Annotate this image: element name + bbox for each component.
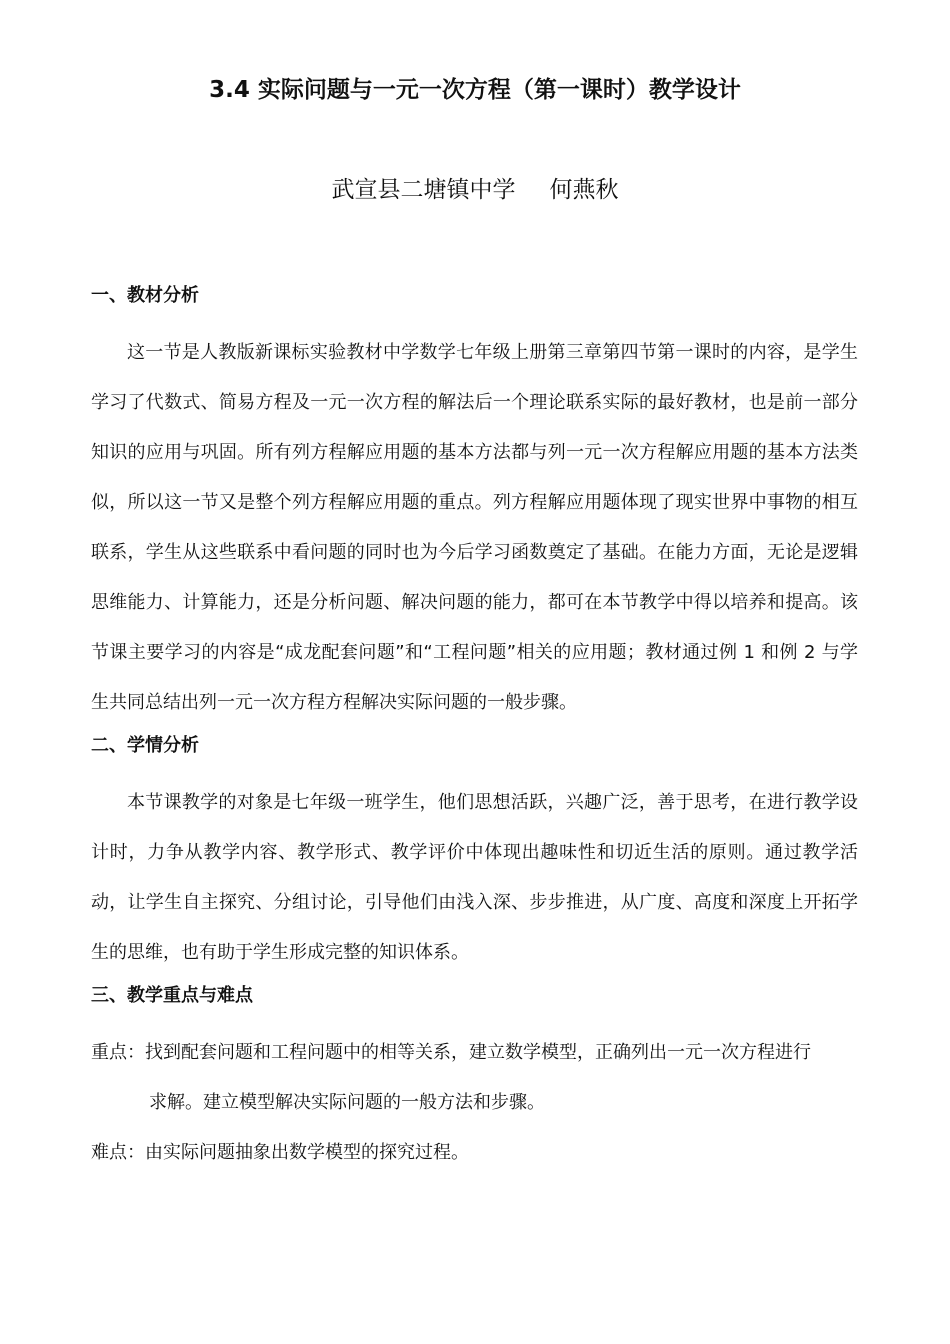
difficulty-text: 由实际问题抽象出数学模型的探究过程。	[145, 1142, 469, 1163]
document-title: 3.4 实际问题与一元一次方程（第一课时）教学设计	[209, 77, 741, 103]
key-point-text: 找到配套问题和工程问题中的相等关系，建立数学模型，正确列出一元一次方程进行	[145, 1042, 811, 1063]
author-line	[0, 172, 950, 208]
key-point-line	[91, 1028, 858, 1078]
key-point-continuation: 求解。建立模型解决实际问题的一般方法和步骤。	[149, 1092, 545, 1113]
section-body-textbook-analysis: 这一节是人教版新课标实验教材中学数学七年级上册第三章第四节第一课时的内容，是学生学习了代数式、简易方程及一元一次方程的解法后一个理论联系实际的最好教材，也是前一部分知识的应用与巩固。所有列方程解应用题的基本方法都与列一元一次方程解应用题的基本方法类似，所以这一节又是整个列方程解应用题的重点。列方程解应用题体现了现实世界中事物的相互联系，学生从这些联系中看问题的同时也为今后学习函数奠定了基础。在能力方面，无论是逻辑思维能力、计算能力，还是分析问题、解决问题的能力，都可在本节教学中得以培养和提高。该节课主要学习的内容是“成龙配套问题”和“工程问题”相关的应用题；教材通过例 1 和例 2 与学生共同总结出列一元一次方程方程解决实际问题的一般步骤。	[91, 342, 858, 713]
school-name: 武宣县二塘镇中学	[331, 177, 516, 203]
section-heading-key-points: 三、教学重点与难点	[91, 985, 253, 1006]
section-heading-student-analysis: 二、学情分析	[91, 735, 199, 756]
section-heading-textbook-analysis: 一、教材分析	[91, 285, 199, 306]
difficulty-line	[91, 1128, 858, 1178]
section-body-student-analysis: 本节课教学的对象是七年级一班学生，他们思想活跃，兴趣广泛，善于思考，在进行教学设计时，力争从教学内容、教学形式、教学评价中体现出趣味性和切近生活的原则。通过教学活动，让学生自主探究、分组讨论，引导他们由浅入深、步步推进，从广度、高度和深度上开拓学生的思维，也有助于学生形成完整的知识体系。	[91, 792, 858, 963]
document-body	[91, 278, 858, 1178]
difficulty-label: 难点：	[91, 1142, 145, 1163]
key-point-label: 重点：	[91, 1042, 145, 1063]
author-name: 何燕秋	[549, 177, 619, 203]
